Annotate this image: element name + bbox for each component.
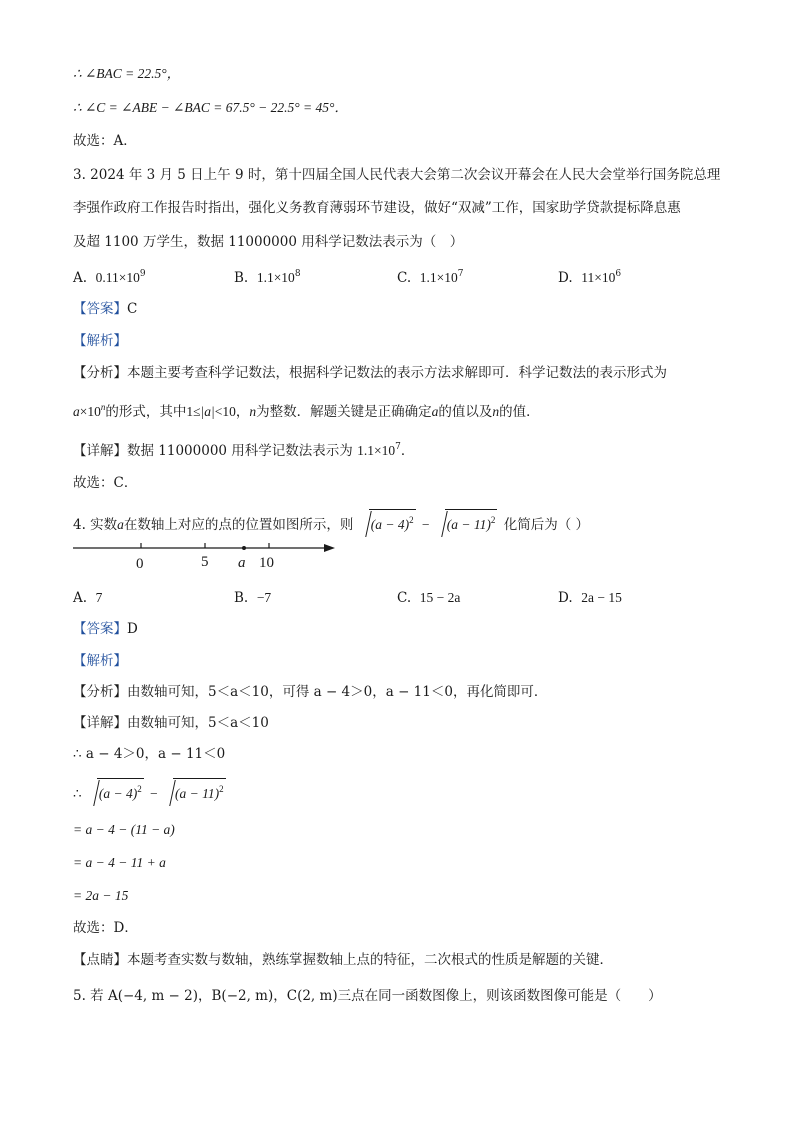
q4-step-1: ∴ a − 4＞0，a − 11＜0 [73, 746, 226, 762]
q4-detail: 【详解】由数轴可知，5＜a＜10 [73, 715, 269, 731]
sqrt-1: $(a - 4)^2$ [360, 509, 416, 535]
q4-answer: 【答案】D [73, 621, 138, 637]
q4-option-b: B. −7 [234, 590, 272, 606]
q3-option-a: A. $0.11\times 10^9$ [73, 269, 146, 286]
prev-choice: 故选：A． [73, 133, 137, 149]
q4-option-c: C. 15 − 2a [397, 590, 461, 606]
sqrt-2: $(a - 11)^2$ [436, 509, 498, 535]
q3-fenxi-2: $a\times 10^n$的形式，其中1≤|a|<10，n为整数．解题关键是正确确定a的值以及n的值． [73, 402, 540, 420]
q4-option-d: D. 2a − 15 [558, 590, 622, 606]
prev-line-2: ∴ ∠C = ∠ABE − ∠BAC = 67.5° − 22.5° = 45°． [73, 100, 348, 115]
point-a [242, 546, 246, 550]
q3-option-b: B. $1.1\times 10^8$ [234, 269, 301, 286]
q3-stem-2: 李强作政府工作报告时指出，强化义务教育薄弱环节建设，做好“双减”工作，国家助学贷款提标降息惠 [73, 200, 681, 216]
answer-tag: 【答案】 [73, 301, 127, 317]
q4-dianjing: 【点睛】本题考查实数与数轴，熟练掌握数轴上点的特征，二次根式的性质是解题的关键． [73, 952, 613, 968]
q3-stem-3: 及超 1100 万学生，数据 11000000 用科学记数法表示为（ ） [73, 234, 464, 250]
label-0: 0 [136, 556, 144, 572]
answer-tag: 【答案】 [73, 621, 127, 637]
arrow-icon [324, 544, 335, 552]
q3-detail: 【详解】数据 11000000 用科学记数法表示为 $1.1\times 10^7$． [73, 442, 415, 459]
q4-analysis-tag: 【解析】 [73, 653, 127, 669]
q4-step-2: ∴ $(a - 4)^2 - (a - 11)^2$ [73, 778, 228, 804]
q4-option-a: A. 7 [73, 590, 103, 606]
q4-fenxi: 【分析】由数轴可知，5＜a＜10，可得 a − 4＞0，a − 11＜0，再化简即可． [73, 684, 548, 700]
number-line [73, 538, 343, 578]
q3-analysis-tag: 【解析】 [73, 333, 127, 349]
q3-answer: 【答案】C [73, 301, 138, 317]
q4-step-5: = 2a − 15 [73, 888, 129, 903]
q5-stem: 5. 若 A(−4, m − 2)，B(−2, m)，C(2, m)三点在同一函数图像上，则该函数图像可能是（ ） [73, 988, 662, 1004]
q3-option-c: C. $1.1\times 10^7$ [397, 269, 464, 286]
label-5: 5 [201, 554, 209, 570]
q3-choice: 故选：C． [73, 475, 138, 491]
label-10: 10 [259, 555, 274, 571]
q3-fenxi-1: 【分析】本题主要考查科学记数法，根据科学记数法的表示方法求解即可．科学记数法的表示形式为 [73, 365, 667, 381]
q3-stem-1: 3. 2024 年 3 月 5 日上午 9 时，第十四届全国人民代表大会第二次会议开幕会在人民大会堂举行国务院总理 [73, 167, 721, 183]
q4-stem: 4. 实数a在数轴上对应的点的位置如图所示，则 $(a - 4)^2 - (a - 11)^2$ 化简后为（ ） [73, 509, 589, 535]
q3-option-d: D. $11\times 10^6$ [558, 269, 622, 286]
prev-line-1: ∴ ∠BAC = 22.5°， [73, 66, 181, 81]
q4-step-4: = a − 4 − 11 + a [73, 855, 166, 870]
q4-choice: 故选：D． [73, 920, 138, 936]
q4-step-3: = a − 4 − (11 − a) [73, 822, 175, 837]
label-a: a [238, 555, 246, 571]
